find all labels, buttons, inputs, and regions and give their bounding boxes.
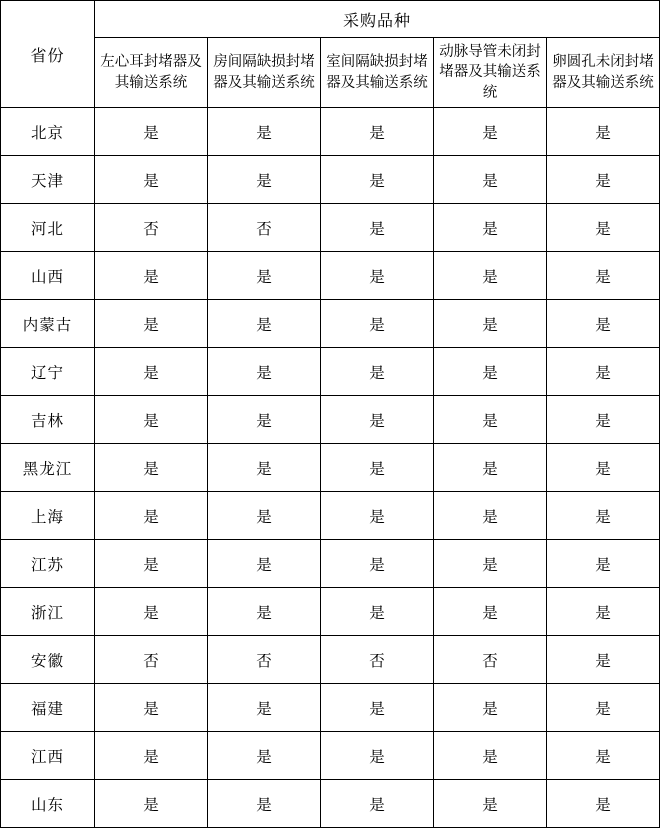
row-value-4: 是 <box>434 300 547 348</box>
row-value-4: 是 <box>434 348 547 396</box>
row-value-4: 是 <box>434 156 547 204</box>
row-value-4: 是 <box>434 252 547 300</box>
row-value-5: 是 <box>547 492 660 540</box>
row-value-2: 否 <box>208 204 321 252</box>
table-row <box>1 684 660 732</box>
row-value-3: 否 <box>321 636 434 684</box>
row-value-1: 否 <box>95 636 208 684</box>
row-value-4: 是 <box>434 732 547 780</box>
table-row <box>1 732 660 780</box>
row-value-5: 是 <box>547 732 660 780</box>
row-province: 山西 <box>1 252 95 300</box>
row-province: 辽宁 <box>1 348 95 396</box>
row-value-2: 否 <box>208 636 321 684</box>
row-value-3: 是 <box>321 732 434 780</box>
table-row <box>1 492 660 540</box>
row-province: 吉林 <box>1 396 95 444</box>
row-province: 河北 <box>1 204 95 252</box>
column-header-item-3: 室间隔缺损封堵器及其输送系统 <box>321 38 434 108</box>
table-row <box>1 444 660 492</box>
row-value-2: 是 <box>208 156 321 204</box>
table-row <box>1 204 660 252</box>
row-value-4: 是 <box>434 588 547 636</box>
row-value-3: 是 <box>321 444 434 492</box>
row-value-4: 是 <box>434 108 547 156</box>
row-value-3: 是 <box>321 156 434 204</box>
row-value-5: 是 <box>547 348 660 396</box>
row-value-1: 是 <box>95 732 208 780</box>
row-value-2: 是 <box>208 684 321 732</box>
row-value-5: 是 <box>547 588 660 636</box>
row-value-3: 是 <box>321 252 434 300</box>
row-value-2: 是 <box>208 588 321 636</box>
row-value-4: 是 <box>434 204 547 252</box>
row-value-2: 是 <box>208 396 321 444</box>
row-value-3: 是 <box>321 588 434 636</box>
row-value-1: 是 <box>95 396 208 444</box>
table-row <box>1 396 660 444</box>
table-header-group-row <box>1 1 660 38</box>
row-value-1: 是 <box>95 684 208 732</box>
table-row <box>1 780 660 828</box>
table-row <box>1 300 660 348</box>
row-value-3: 是 <box>321 684 434 732</box>
row-value-2: 是 <box>208 108 321 156</box>
row-value-3: 是 <box>321 108 434 156</box>
column-header-item-2: 房间隔缺损封堵器及其输送系统 <box>208 38 321 108</box>
row-value-5: 是 <box>547 204 660 252</box>
row-value-1: 是 <box>95 156 208 204</box>
row-value-1: 是 <box>95 444 208 492</box>
row-province: 安徽 <box>1 636 95 684</box>
row-value-5: 是 <box>547 396 660 444</box>
row-value-1: 否 <box>95 204 208 252</box>
row-value-1: 是 <box>95 492 208 540</box>
row-province: 浙江 <box>1 588 95 636</box>
row-value-5: 是 <box>547 684 660 732</box>
row-value-4: 是 <box>434 780 547 828</box>
row-value-3: 是 <box>321 348 434 396</box>
table-header-columns-row <box>1 38 660 108</box>
row-province: 上海 <box>1 492 95 540</box>
table-body <box>1 108 660 828</box>
row-province: 江苏 <box>1 540 95 588</box>
row-value-4: 是 <box>434 684 547 732</box>
row-value-2: 是 <box>208 252 321 300</box>
row-value-1: 是 <box>95 348 208 396</box>
row-value-5: 是 <box>547 540 660 588</box>
row-province: 黑龙江 <box>1 444 95 492</box>
row-value-2: 是 <box>208 492 321 540</box>
row-value-2: 是 <box>208 300 321 348</box>
row-value-2: 是 <box>208 780 321 828</box>
row-value-5: 是 <box>547 780 660 828</box>
row-value-5: 是 <box>547 252 660 300</box>
row-value-3: 是 <box>321 396 434 444</box>
row-value-3: 是 <box>321 780 434 828</box>
row-value-4: 是 <box>434 492 547 540</box>
row-value-3: 是 <box>321 540 434 588</box>
row-value-1: 是 <box>95 588 208 636</box>
table-row <box>1 540 660 588</box>
row-value-1: 是 <box>95 780 208 828</box>
row-province: 内蒙古 <box>1 300 95 348</box>
row-province: 山东 <box>1 780 95 828</box>
row-value-1: 是 <box>95 540 208 588</box>
table-head <box>1 1 660 108</box>
table-row <box>1 252 660 300</box>
column-header-item-5: 卵圆孔未闭封堵器及其输送系统 <box>547 38 660 108</box>
table-row <box>1 588 660 636</box>
column-header-item-4: 动脉导管未闭封堵器及其输送系统 <box>434 38 547 108</box>
row-value-4: 是 <box>434 396 547 444</box>
column-header-item-1: 左心耳封堵器及其输送系统 <box>95 38 208 108</box>
row-value-5: 是 <box>547 108 660 156</box>
table-row <box>1 108 660 156</box>
row-value-5: 是 <box>547 444 660 492</box>
row-value-5: 是 <box>547 636 660 684</box>
row-value-3: 是 <box>321 300 434 348</box>
row-value-5: 是 <box>547 300 660 348</box>
row-value-1: 是 <box>95 108 208 156</box>
table-row <box>1 156 660 204</box>
row-value-2: 是 <box>208 444 321 492</box>
row-value-4: 是 <box>434 540 547 588</box>
row-value-1: 是 <box>95 300 208 348</box>
row-value-4: 是 <box>434 444 547 492</box>
row-value-2: 是 <box>208 732 321 780</box>
row-value-1: 是 <box>95 252 208 300</box>
column-header-group: 采购品种 <box>95 1 660 38</box>
column-header-province: 省份 <box>1 1 95 108</box>
row-province: 江西 <box>1 732 95 780</box>
row-value-2: 是 <box>208 348 321 396</box>
row-value-5: 是 <box>547 156 660 204</box>
row-province: 北京 <box>1 108 95 156</box>
row-value-3: 是 <box>321 492 434 540</box>
row-value-2: 是 <box>208 540 321 588</box>
table-row <box>1 348 660 396</box>
row-value-4: 否 <box>434 636 547 684</box>
table-row <box>1 636 660 684</box>
row-value-3: 是 <box>321 204 434 252</box>
row-province: 福建 <box>1 684 95 732</box>
row-province: 天津 <box>1 156 95 204</box>
